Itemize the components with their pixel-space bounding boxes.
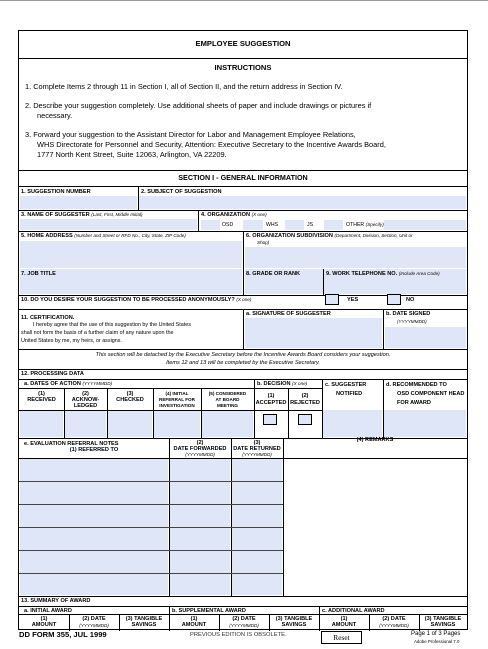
org-subdivision-label: 6. ORGANIZATION SUBDIVISION (Department, Division, Section, Unit or xyxy=(246,233,413,239)
home-address-label: 5. HOME ADDRESS (Number and Street or RFD No., City, State, ZIP Code) xyxy=(21,233,186,239)
org-other-checkbox[interactable] xyxy=(324,220,343,230)
divider xyxy=(19,504,283,505)
org-whs-label: WHS xyxy=(266,222,279,228)
supplemental-savings-num: (3) TANGIBLE xyxy=(275,616,313,622)
instruction-3-cont-2: 1777 North Kent Street, Suite 12063, Arlington, VA 22209. xyxy=(37,150,227,159)
suggester-name-label: 3. NAME OF SUGGESTER (Last, First, Middle Initial) xyxy=(21,212,143,218)
received-label: RECEIVED xyxy=(27,397,56,403)
initial-amount-label: AMOUNT xyxy=(31,622,57,628)
rejected-label: REJECTED xyxy=(290,400,320,406)
divider xyxy=(19,58,467,59)
acknowledged-label-1: ACKNOW- xyxy=(71,397,100,403)
recommended-field[interactable] xyxy=(384,410,466,437)
org-osd-checkbox[interactable] xyxy=(201,220,220,230)
checked-date-field[interactable] xyxy=(108,411,152,437)
divider xyxy=(198,210,199,231)
received-date-field[interactable] xyxy=(20,411,63,437)
recommended-label-3: FOR AWARD xyxy=(397,400,431,406)
date-returned-label: DATE RETURNED xyxy=(233,446,281,452)
date-returned-num: (3) xyxy=(253,440,261,446)
signature-field[interactable] xyxy=(245,318,382,348)
recommended-label-2: OSD COMPONENT HEAD xyxy=(397,391,465,397)
divider xyxy=(19,606,467,607)
divider xyxy=(19,573,283,574)
subject-field[interactable] xyxy=(139,196,466,209)
signature-label: a. SIGNATURE OF SUGGESTER xyxy=(246,311,331,317)
divider xyxy=(19,186,467,187)
divider xyxy=(19,170,467,171)
top-divider xyxy=(0,0,488,1)
acknowledged-num: (2) xyxy=(82,391,89,397)
suggester-notified-label-2: NOTIFIED xyxy=(336,391,363,397)
accepted-checkbox[interactable] xyxy=(263,414,277,425)
anonymous-no-checkbox[interactable] xyxy=(387,294,401,305)
date-signed-field[interactable] xyxy=(385,327,466,348)
additional-date-hint: (YYYYMMDD) xyxy=(379,623,409,628)
divider xyxy=(19,596,467,597)
org-subdivision-field[interactable] xyxy=(245,247,466,268)
additional-savings-label: SAVINGS xyxy=(430,622,456,628)
initial-amount-num: (1) xyxy=(40,616,48,622)
detach-note-2: Items 12 and 13 will be completed by the Executive Secretary. xyxy=(166,360,320,366)
certification-text-2: shall not form the basis of a further claim of any nature upon the xyxy=(21,330,174,336)
certification-label: 11. CERTIFICATION. xyxy=(21,315,75,321)
supplemental-date-label: (2) DATE xyxy=(232,616,256,622)
date-signed-hint: (YYYYMMDD) xyxy=(397,319,427,324)
additional-savings-num: (3) TANGIBLE xyxy=(424,616,462,622)
org-whs-checkbox[interactable] xyxy=(243,220,263,230)
considered-label-2: MEETING xyxy=(217,403,238,408)
processing-data-heading: 12. PROCESSING DATA xyxy=(21,371,84,377)
acknowledged-label-2: LEDGED xyxy=(73,403,98,409)
instruction-1: 1. Complete Items 2 through 11 in Section I, all of Section II, and the return address in Section IV. xyxy=(25,82,343,91)
divider xyxy=(254,410,322,411)
divider xyxy=(383,309,384,349)
form-title: EMPLOYEE SUGGESTION xyxy=(195,39,291,48)
date-forwarded-hint: (YYYYMMDD) xyxy=(185,452,215,457)
initial-referral-date-field[interactable] xyxy=(154,411,200,437)
initial-date-hint: (YYYYMMDD) xyxy=(79,623,109,628)
page-count: Page 1 of 3 Pages xyxy=(411,631,461,637)
date-forwarded-num: (2) xyxy=(196,440,204,446)
instruction-2: 2. Describe your suggestion completely. Use additional sheets of paper and include drawings or pictures if xyxy=(25,101,372,110)
supplemental-amount-num: (1) xyxy=(190,616,198,622)
rejected-checkbox[interactable] xyxy=(298,414,312,425)
checked-num: (3) xyxy=(126,391,134,397)
divider xyxy=(19,388,254,389)
grade-label: 8. GRADE OR RANK xyxy=(246,271,301,277)
software-version: Adobe Professional 7.0 xyxy=(414,639,460,644)
supplemental-amount-label: AMOUNT xyxy=(181,622,207,628)
rejected-num: (2) xyxy=(301,393,309,399)
suggestion-number-field[interactable] xyxy=(20,196,137,209)
divider xyxy=(19,614,467,615)
org-other-label: OTHER (Specify) xyxy=(346,222,384,228)
accepted-num: (1) xyxy=(267,393,275,399)
divider xyxy=(19,550,283,551)
suggester-notified-label-1: c. SUGGESTER xyxy=(325,382,367,388)
date-returned-hint: (YYYYMMDD) xyxy=(242,452,272,457)
divider xyxy=(243,231,244,295)
divider xyxy=(19,379,467,380)
subject-label: 2. SUBJECT OF SUGGESTION xyxy=(141,189,222,195)
certification-text-3: United States by me, my heirs, or assigns. xyxy=(21,338,122,344)
anonymous-yes-checkbox[interactable] xyxy=(325,294,339,305)
divider xyxy=(19,369,467,370)
org-subdivision-hint: Shop) xyxy=(257,240,270,245)
evaluation-notes-label: e. EVALUATION REFERRAL NOTES xyxy=(24,441,119,447)
initial-referral-num: (4) INITIAL xyxy=(165,391,189,396)
checked-label: CHECKED xyxy=(116,397,144,403)
divider xyxy=(323,269,324,295)
org-other-field[interactable] xyxy=(384,220,466,230)
divider xyxy=(19,349,467,350)
org-js-label: JS xyxy=(307,222,314,228)
initial-date-label: (2) DATE xyxy=(82,616,106,622)
job-title-label: 7. JOB TITLE xyxy=(21,271,56,277)
dates-of-action-label: a. DATES OF ACTION (YYYYMMDD) xyxy=(24,381,113,387)
section-1-heading: SECTION I - GENERAL INFORMATION xyxy=(178,173,308,182)
considered-date-field[interactable] xyxy=(202,411,253,437)
supplemental-date-hint: (YYYYMMDD) xyxy=(229,623,259,628)
home-address-field[interactable] xyxy=(20,241,242,268)
organization-label: 4. ORGANIZATION (X one) xyxy=(201,212,267,218)
referred-to-label: (1) REFERRED TO xyxy=(69,447,119,453)
accepted-label: ACCEPTED xyxy=(255,400,287,406)
initial-savings-num: (3) TANGIBLE xyxy=(125,616,163,622)
previous-edition-note: PREVIOUS EDITION IS OBSOLETE. xyxy=(190,632,287,638)
additional-award-label: c. ADDITIONAL AWARD xyxy=(322,608,385,614)
recommended-label-1: d. RECOMMENDED TO xyxy=(386,382,447,388)
decision-label: b. DECISION (X one) xyxy=(257,381,308,387)
detach-note-1: This section will be detached by the Executive Secretary before the Incentive Awards Board considers your suggestion. xyxy=(95,352,391,358)
date-signed-label: b. DATE SIGNED xyxy=(386,311,431,317)
suggester-notified-field[interactable] xyxy=(323,410,382,437)
anonymous-yes-label: YES xyxy=(347,297,359,303)
reset-button[interactable]: Reset xyxy=(321,631,362,644)
divider xyxy=(243,309,244,349)
considered-num: (5) CONSIDERED xyxy=(208,391,247,396)
initial-referral-label-2: INVESTIGATION xyxy=(159,403,195,408)
instruction-2-cont: necessary. xyxy=(37,111,73,120)
additional-amount-label: AMOUNT xyxy=(331,622,357,628)
work-phone-label: 9. WORK TELEPHONE NO. (Include Area Code) xyxy=(326,271,440,277)
instruction-3: 3. Forward your suggestion to the Assistant Director for Labor and Management Employee Relations, xyxy=(25,130,356,139)
received-num: (1) xyxy=(38,391,45,397)
instruction-3-cont-1: WHS Directorate for Personnel and Security, Attention: Executive Secretary to the Incentive Awards Board, xyxy=(37,140,386,149)
remarks-label: (4) REMARKS xyxy=(356,437,394,443)
divider xyxy=(19,210,467,211)
additional-amount-num: (1) xyxy=(340,616,348,622)
initial-award-label: a. INITIAL AWARD xyxy=(24,608,72,614)
certification-text-1: I hereby agree that the use of this suggestion by the United States xyxy=(33,322,191,328)
summary-of-award-heading: 13. SUMMARY OF AWARD xyxy=(21,598,91,604)
considered-label-1: AT BOARD xyxy=(215,397,240,402)
supplemental-award-label: b. SUPPLEMENTAL AWARD xyxy=(172,608,246,614)
supplemental-savings-label: SAVINGS xyxy=(281,622,307,628)
suggestion-number-label: 1. SUGGESTION NUMBER xyxy=(21,189,91,195)
date-forwarded-label: DATE FORWARDED xyxy=(173,446,227,452)
employee-suggestion-form xyxy=(18,30,468,630)
divider xyxy=(19,481,283,482)
acknowledged-date-field[interactable] xyxy=(65,411,106,437)
org-osd-label: OSD xyxy=(222,222,234,228)
initial-savings-label: SAVINGS xyxy=(131,622,157,628)
anonymous-no-label: NO xyxy=(406,297,415,303)
instructions-heading: INSTRUCTIONS xyxy=(214,63,272,72)
suggester-name-field[interactable] xyxy=(20,219,197,230)
form-identifier: DD FORM 355, JUL 1999 xyxy=(19,630,107,639)
anonymous-label: 10. DO YOU DESIRE YOUR SUGGESTION TO BE PROCESSED ANONYMOUSLY? (X one) xyxy=(21,297,252,303)
initial-referral-label-1: REFERRAL FOR xyxy=(159,397,195,402)
divider xyxy=(283,438,284,596)
org-js-checkbox[interactable] xyxy=(285,220,304,230)
divider xyxy=(19,527,283,528)
additional-date-label: (2) DATE xyxy=(382,616,406,622)
